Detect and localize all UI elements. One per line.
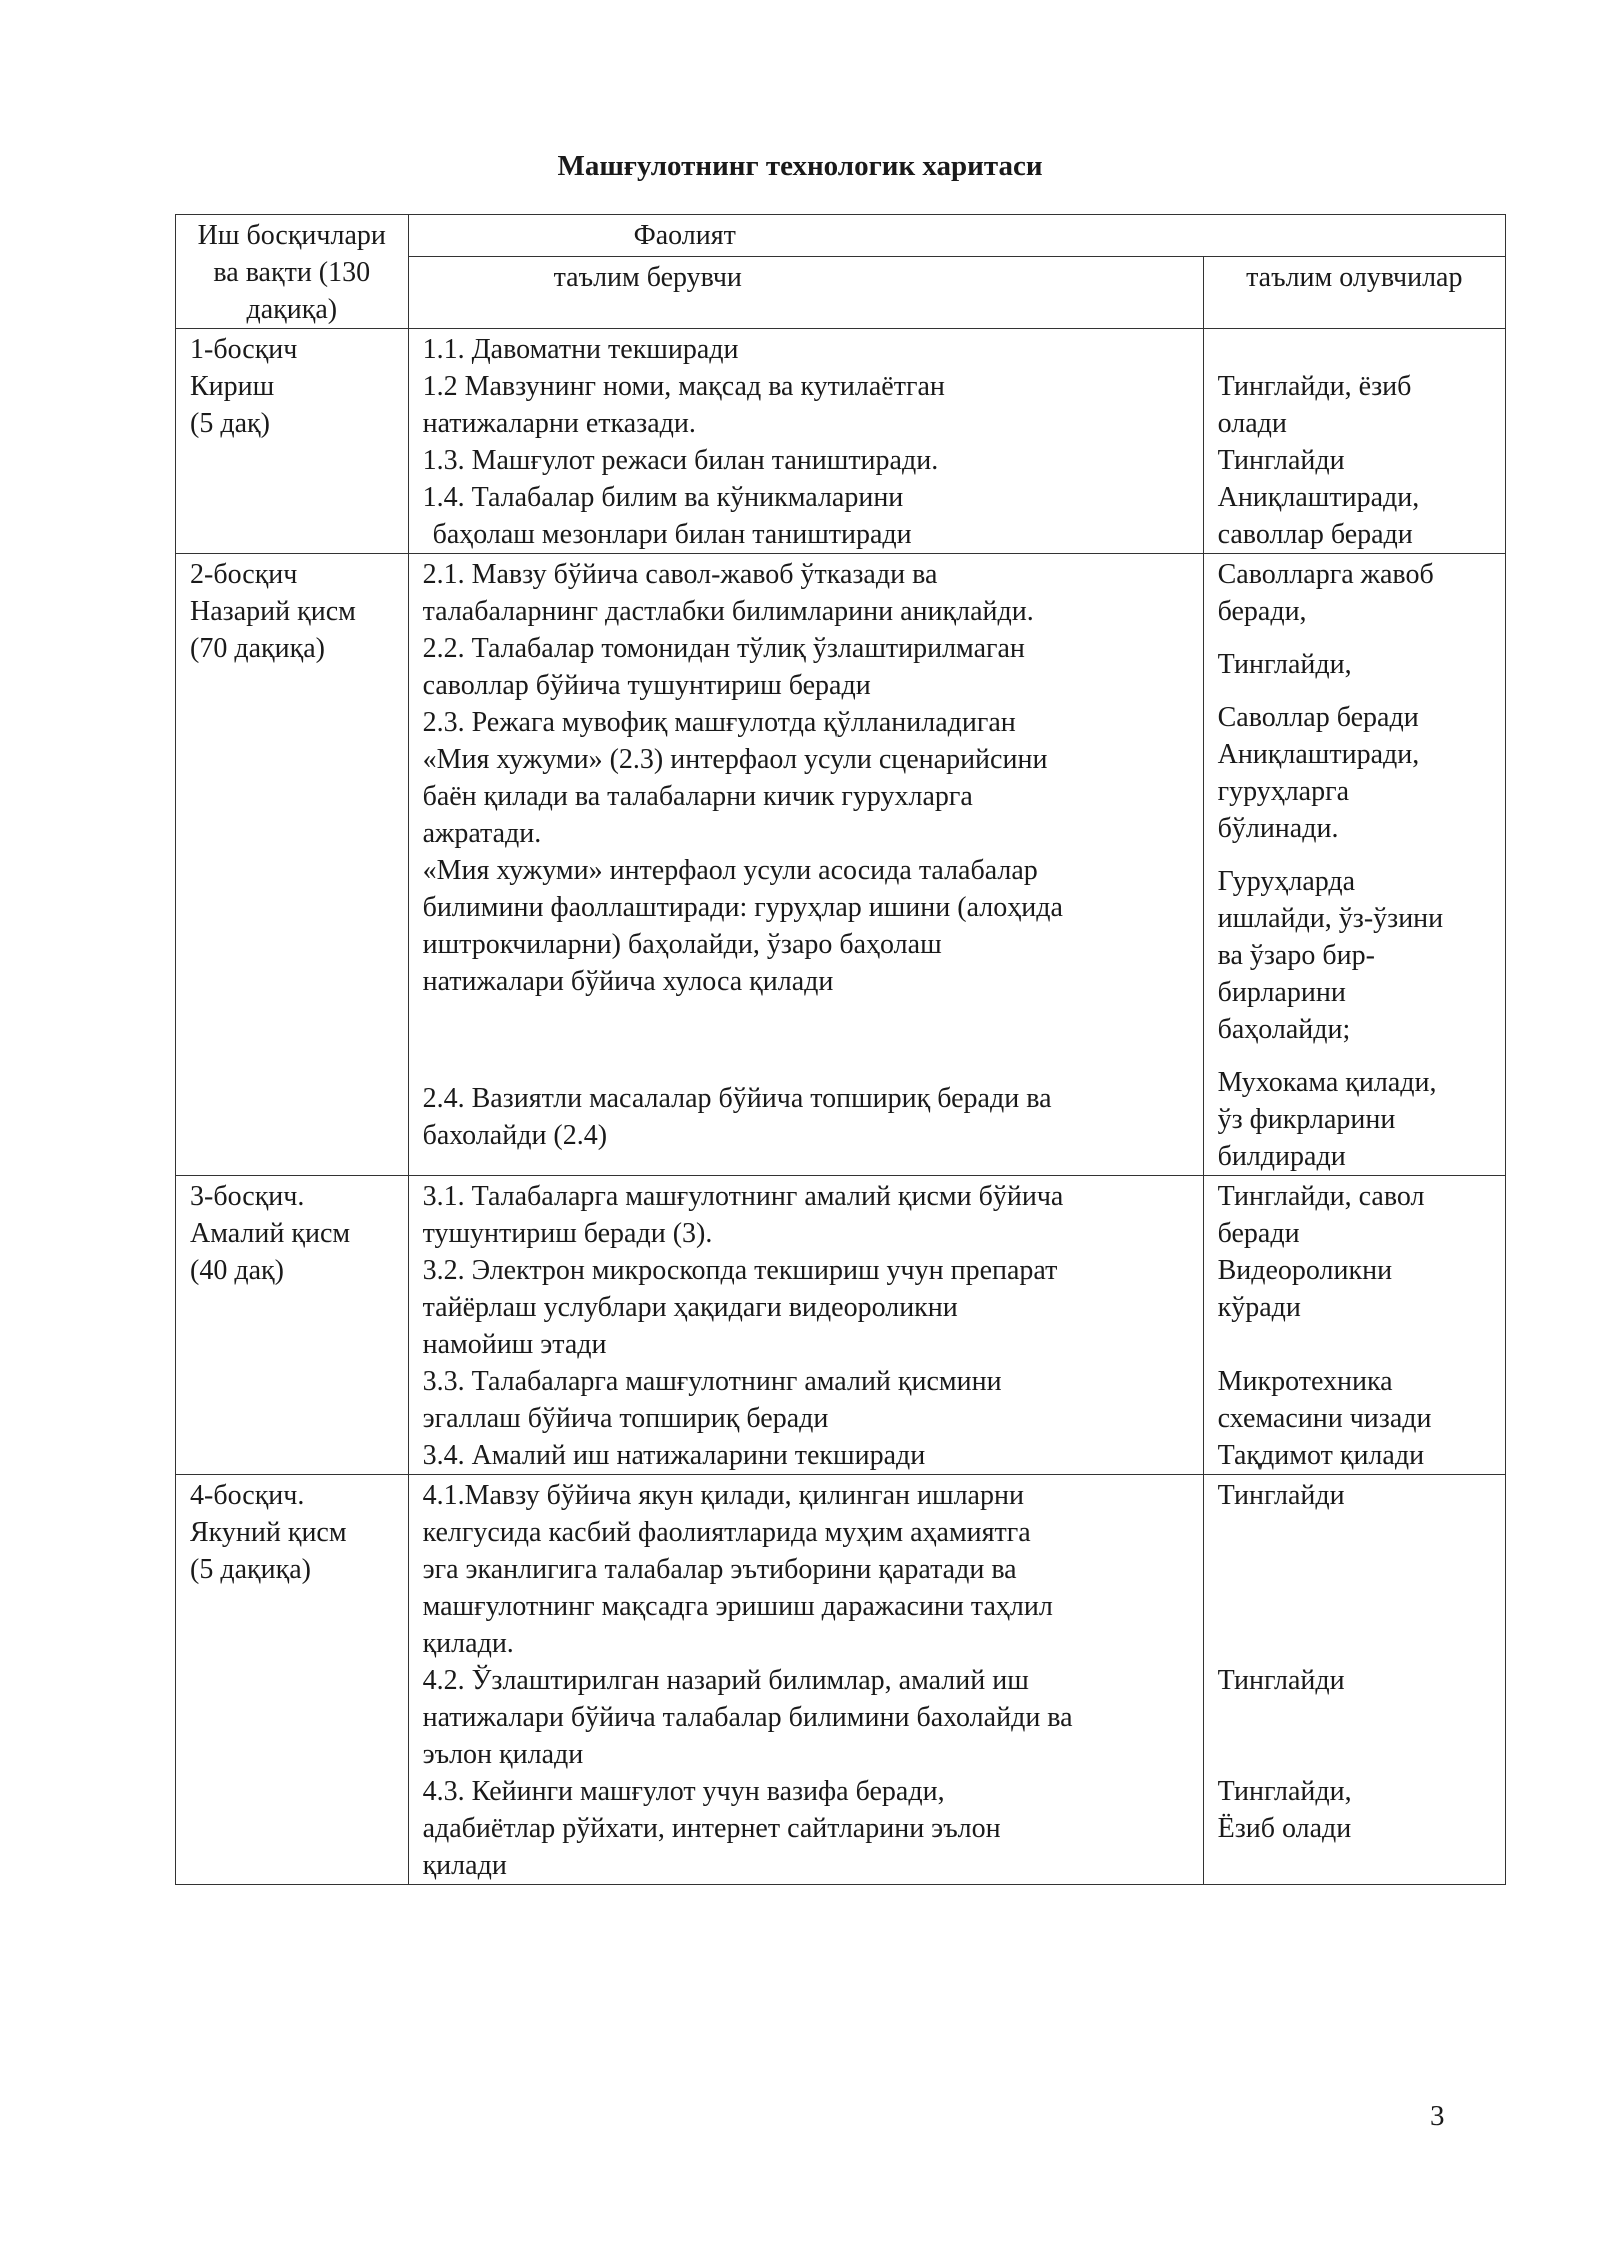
students-line: кўради: [1217, 1292, 1301, 1323]
students-cell: [1203, 329, 1505, 554]
teacher-line: намойиш этади: [422, 1329, 607, 1360]
students-line: бирларини: [1217, 977, 1346, 1008]
teacher-line: 4.3. Кейинги машғулот учун вазифа беради,: [422, 1776, 945, 1807]
page-title: Машғулотнинг технологик харитаси: [557, 150, 1043, 182]
teacher-line: 1.3. Машғулот режаси билан таништиради.: [422, 445, 939, 476]
teacher-header-cell: таълим берувчи: [408, 256, 1203, 328]
students-line: ва ўзаро бир-: [1217, 940, 1375, 971]
students-line: Тинглайди: [1217, 445, 1345, 476]
teacher-line: 1.2 Мавзунинг номи, мақсад ва кутилаётган: [422, 371, 945, 402]
teacher-line: «Мия хужуми» интерфаол усули асосида талабалар: [422, 855, 1038, 886]
stage-header-line: ва вақти (130: [213, 257, 371, 288]
students-line: [1218, 1326, 1491, 1363]
teacher-line: эгаллаш бўйича топшириқ беради: [422, 1403, 829, 1434]
students-line: Тақдимот қилади: [1217, 1440, 1425, 1471]
teacher-line: 2.3. Режага мувофиқ машғулотда қўлланиладиган: [422, 707, 1016, 738]
teacher-line: машғулотнинг мақсадга эришиш даражасини таҳлил: [422, 1591, 1053, 1622]
teacher-cell: [408, 1176, 1203, 1475]
students-line: Тинглайди: [1217, 1480, 1345, 1511]
teacher-line: [423, 1000, 1189, 1037]
teacher-line: ажратади.: [422, 818, 542, 849]
teacher-line: билимини фаоллаштиради: гуруҳлар ишини (алоҳида: [422, 892, 1063, 923]
students-cell: [1203, 1176, 1505, 1475]
stage-header-line: Иш босқичлари: [197, 220, 386, 251]
students-line: [1218, 1514, 1491, 1551]
teacher-line: 4.2. Ўзлаштирилган назарий билимлар, амалий иш: [422, 1665, 1029, 1696]
students-line: Микротехника: [1217, 1366, 1393, 1397]
teacher-line: 3.3. Талабаларга машғулотнинг амалий қисмини: [422, 1366, 1002, 1397]
stage-line: (5 дақиқа): [190, 1554, 311, 1585]
stage-cell: [176, 1176, 409, 1475]
teacher-line: натижалари бўйича хулоса қилади: [422, 966, 834, 997]
students-line: билдиради: [1217, 1141, 1346, 1172]
teacher-line: талабаларнинг дастлабки билимларини аниқлайди.: [422, 596, 1034, 627]
students-line: бўлинади.: [1217, 813, 1339, 844]
teacher-line: 1.1. Давоматни текширади: [422, 334, 739, 365]
stage-line: Якуний қисм: [190, 1517, 347, 1548]
teacher-line: иштрокчиларни) баҳолайди, ўзаро баҳолаш: [422, 929, 942, 960]
teacher-cell: [408, 554, 1203, 1176]
students-line: Тинглайди, савол: [1217, 1181, 1425, 1212]
teacher-line: [423, 1037, 1189, 1074]
stage-line: (70 дақиқа): [190, 633, 325, 664]
teacher-line: бахолайди (2.4): [422, 1120, 608, 1151]
table-row: [176, 554, 1506, 1176]
teacher-line: баҳолаш мезонлари билан таништиради: [432, 519, 912, 550]
teacher-line: келгусида касбий фаолиятларида муҳим аҳамиятга: [422, 1517, 1031, 1548]
students-line: Аниқлаштиради,: [1217, 739, 1420, 770]
table-row: [176, 1176, 1506, 1475]
students-line: [1218, 1588, 1491, 1625]
teacher-line: эълон қилади: [422, 1739, 584, 1770]
teacher-line: 1.4. Талабалар билим ва кўникмаларини: [422, 482, 904, 513]
stage-cell: [176, 554, 409, 1176]
stage-line: 1-босқич: [190, 334, 298, 365]
teacher-line: баён қилади ва талабаларни кичик гурухларга: [422, 781, 973, 812]
students-line: Саволлар беради: [1217, 702, 1419, 733]
stage-cell: [176, 1475, 409, 1885]
stage-line: 4-босқич.: [190, 1480, 305, 1511]
teacher-line: натижаларни етказади.: [422, 408, 696, 439]
students-line: Тинглайди: [1217, 1665, 1345, 1696]
table-row: [176, 329, 1506, 554]
teacher-line: 3.1. Талабаларга машғулотнинг амалий қисми бўйича: [422, 1181, 1064, 1212]
stage-line: 3-босқич.: [190, 1181, 305, 1212]
teacher-line: 4.1.Мавзу бўйича якун қилади, қилинган ишларни: [422, 1480, 1024, 1511]
page-number: 3: [1430, 2100, 1445, 2132]
students-line: беради,: [1217, 596, 1307, 627]
students-line: ўз фикрларини: [1217, 1104, 1396, 1135]
students-header-cell: таълим олувчилар: [1203, 256, 1505, 328]
teacher-line: «Мия хужуми» (2.3) интерфаол усули сценарийсини: [422, 744, 1048, 775]
teacher-line: қилади.: [422, 1628, 514, 1659]
stage-header-cell: [176, 215, 409, 329]
table-row: [176, 1475, 1506, 1885]
students-line: Видеороликни: [1217, 1255, 1393, 1286]
students-cell: [1203, 1475, 1505, 1885]
students-line: Саволларга жавоб: [1217, 559, 1434, 590]
stage-header-line: дақиқа): [246, 294, 338, 325]
teacher-line: 2.4. Вазиятли масалалар бўйича топшириқ беради ва: [422, 1083, 1052, 1114]
stage-line: (5 дақ): [190, 408, 270, 439]
students-line: Тинглайди, ёзиб: [1217, 371, 1412, 402]
stage-line: Назарий қисм: [190, 596, 356, 627]
teacher-line: 2.2. Талабалар томонидан тўлиқ ўзлаштирилмаган: [422, 633, 1025, 664]
teacher-cell: [408, 329, 1203, 554]
students-line: Аниқлаштиради,: [1217, 482, 1420, 513]
stage-line: 2-босқич: [190, 559, 298, 590]
students-line: Гуруҳларда: [1217, 866, 1356, 897]
teacher-line: эга эканлигига талабалар эътиборини қаратади ва: [422, 1554, 1017, 1585]
teacher-line: қилади: [422, 1850, 507, 1881]
stage-line: Амалий қисм: [190, 1218, 351, 1249]
stage-line: (40 дақ): [190, 1255, 284, 1286]
teacher-line: тайёрлаш услублари ҳақидаги видеороликни: [422, 1292, 958, 1323]
technology-map-table: [175, 214, 1506, 1885]
students-line: [1218, 1551, 1491, 1588]
header-row: [176, 215, 1506, 257]
teacher-cell: [408, 1475, 1203, 1885]
students-line: олади: [1217, 408, 1287, 439]
students-line: Мухокама қилади,: [1217, 1067, 1437, 1098]
teacher-line: 3.4. Амалий иш натижаларини текширади: [422, 1440, 926, 1471]
stage-cell: [176, 329, 409, 554]
teacher-line: саволлар бўйича тушунтириш беради: [422, 670, 871, 701]
teacher-line: адабиётлар рўйхати, интернет сайтларини эълон: [422, 1813, 1001, 1844]
students-line: баҳолайди;: [1217, 1014, 1351, 1045]
teacher-line: 3.2. Электрон микроскопда текшириш учун препарат: [422, 1255, 1058, 1286]
stage-line: Кириш: [190, 371, 275, 402]
activity-header-cell: Фаолият: [408, 215, 1505, 257]
students-line: Ёзиб олади: [1217, 1813, 1352, 1844]
teacher-line: натижалари бўйича талабалар билимини бахолайди ва: [422, 1702, 1073, 1733]
students-cell: [1203, 554, 1505, 1176]
students-line: [1218, 1699, 1491, 1736]
students-line: [1218, 1736, 1491, 1773]
students-line: [1218, 1625, 1491, 1662]
students-line: схемасини чизади: [1217, 1403, 1432, 1434]
students-line: ишлайди, ўз-ўзини: [1217, 903, 1444, 934]
students-line: беради: [1217, 1218, 1300, 1249]
teacher-line: тушунтириш беради (3).: [422, 1218, 713, 1249]
teacher-line: 2.1. Мавзу бўйича савол-жавоб ўтказади ва: [422, 559, 938, 590]
students-line: [1218, 331, 1491, 368]
students-line: Тинглайди,: [1217, 1776, 1352, 1807]
students-line: саволлар беради: [1217, 519, 1413, 550]
students-line: гуруҳларга: [1217, 776, 1350, 807]
students-line: Тинглайди,: [1217, 649, 1352, 680]
